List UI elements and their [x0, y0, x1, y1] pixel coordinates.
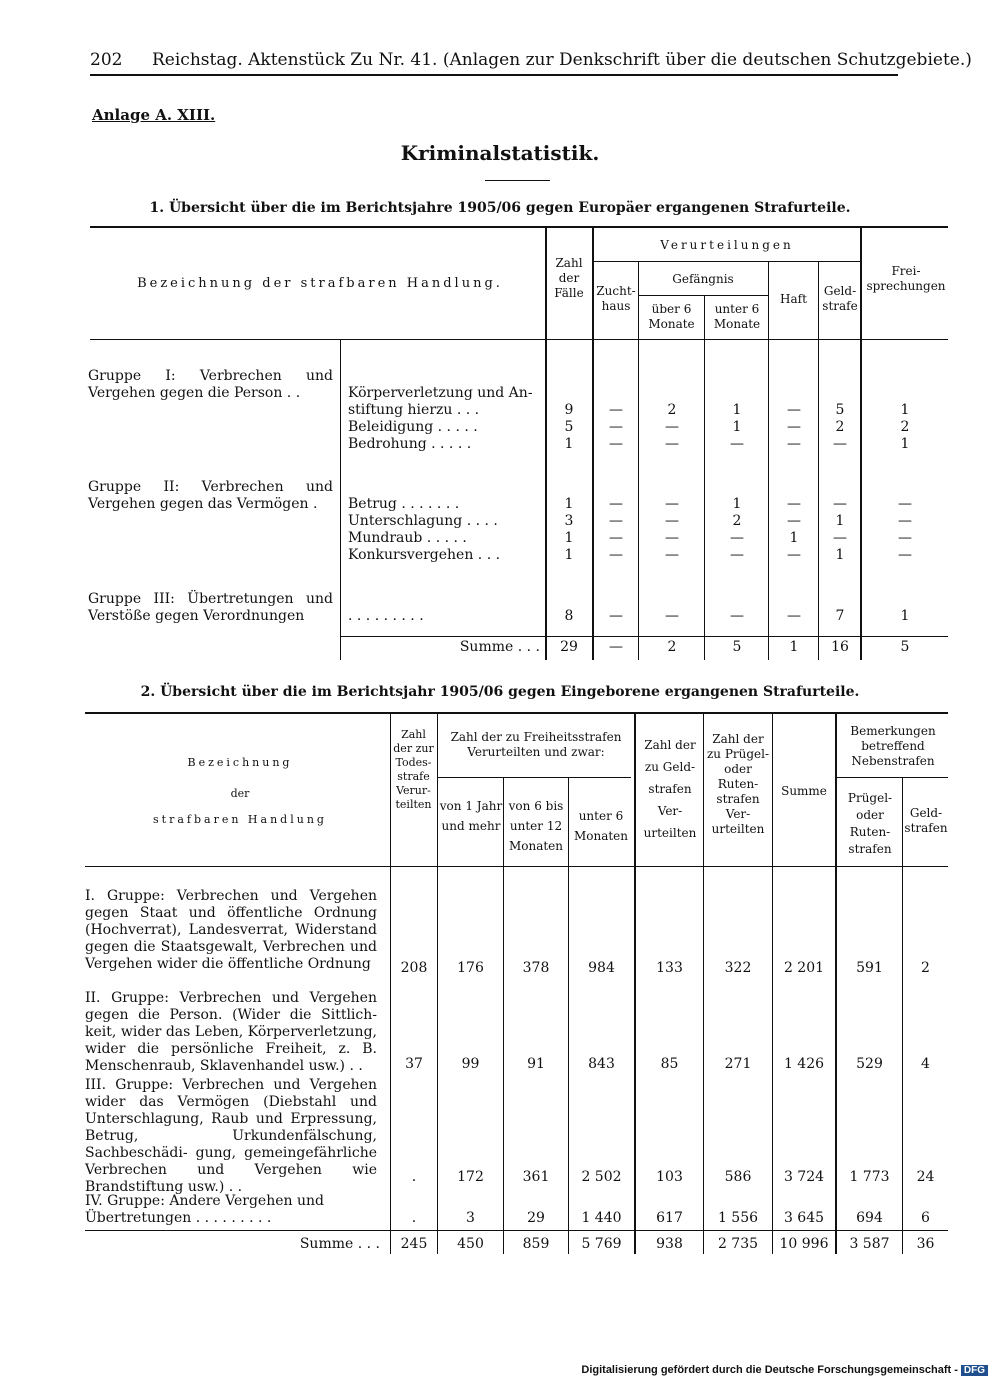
t1-cell: —: [609, 402, 623, 418]
t1-cell: —: [833, 530, 847, 546]
t2-header-bem: Bemerkungen betreffend Nebenstrafen: [850, 724, 936, 768]
t1-cell: —: [787, 436, 801, 452]
t2-row-label: I. Gruppe: Verbrechen und Vergehen gegen Staat und öffentliche Ordnung (Hochverrat), Landesverrat, Widerstand gegen die Staatsgewalt, Verbrechen und Vergehen wider die öffentliche Ordnung: [85, 888, 377, 972]
table1-sum-rule: [340, 636, 948, 637]
table1-vline: [818, 262, 819, 660]
table1-gefaengnis-rule: [638, 295, 768, 296]
t1-cell: —: [609, 530, 623, 546]
t2-row-label: II. Gruppe: Verbrechen und Vergehen gegen die Person. (Wider die Sittlich- keit, wider das Leben, Körperverletzung, wider die persönliche Freiheit, z. B. Menschenraub, Sklavenhandel usw.) . .: [85, 990, 377, 1074]
footer: [581, 1364, 988, 1376]
t1-cell: 2: [732, 513, 742, 529]
t1-header-frei: Frei- sprechungen: [866, 264, 946, 293]
t1-cell: —: [898, 496, 912, 512]
t1-header-ueber: über 6 Monate: [648, 302, 695, 331]
t1-cell: —: [787, 608, 801, 624]
table1-vline: [638, 262, 639, 660]
t1-cell: —: [730, 530, 744, 546]
t2-header-bez3: strafbaren Handlung: [153, 813, 327, 826]
t2-header-bem-geld: Geld- strafen: [904, 806, 948, 835]
table2-header-rule: [85, 866, 948, 867]
t1-sum-cell: 2: [667, 639, 677, 655]
t2-cell: 378: [522, 960, 550, 976]
t2-cell: 984: [588, 960, 615, 976]
table1-title: 1. Übersicht über die im Berichtsjahre 1905/06 gegen Europäer ergangenen Strafurteile.: [149, 200, 851, 216]
table2-freiheit-rule: [437, 777, 631, 778]
t1-sum-cell: —: [609, 639, 623, 655]
table2-title: 2. Übersicht über die im Berichtsjahr 1905/06 gegen Eingeborene ergangenen Strafurteile.: [140, 684, 860, 700]
t2-cell: 1 440: [581, 1210, 622, 1226]
t1-cell: 2: [900, 419, 910, 435]
t2-cell: .: [411, 1210, 417, 1226]
t1-row-label: Unterschlagung . . . .: [348, 513, 498, 529]
t2-cell: 843: [588, 1056, 615, 1072]
t1-cell: 3: [564, 513, 574, 529]
title-divider: [485, 180, 550, 181]
t1-cell: 5: [835, 402, 845, 418]
t2-header-jahr: von 1 Jahr und mehr: [439, 799, 503, 833]
table2-sum-rule: [85, 1230, 948, 1231]
t1-cell: 1: [789, 530, 799, 546]
t1-cell: 1: [732, 402, 742, 418]
t2-cell: 99: [461, 1056, 480, 1072]
t1-cell: —: [730, 436, 744, 452]
t2-cell: 591: [856, 960, 883, 976]
t2-header-unter6: unter 6 Monaten: [573, 809, 629, 843]
t1-group-label: Gruppe III: Übertretungen und Verstöße gegen Verordnungen: [88, 591, 333, 624]
t1-row-label: Betrug . . . . . . .: [348, 496, 460, 512]
t2-cell: 586: [724, 1169, 752, 1185]
t1-cell: 1: [564, 530, 574, 546]
t2-cell: 3 724: [783, 1169, 825, 1185]
t2-cell: 617: [656, 1210, 683, 1226]
page-title: Kriminalstatistik.: [400, 141, 600, 165]
t1-cell: 1: [564, 496, 574, 512]
t1-cell: 1: [564, 436, 574, 452]
t2-sum-cell: 859: [522, 1236, 550, 1252]
t1-header-bezeichnung: Bezeichnung der strafbaren Handlung.: [137, 276, 503, 291]
t2-header-pruegel: Zahl der zu Prügel- oder Ruten- strafen Ver- urteilten: [706, 732, 770, 836]
t2-sum-cell: 10 996: [779, 1236, 829, 1252]
t2-cell: 24: [916, 1169, 935, 1185]
t1-cell: —: [665, 436, 679, 452]
t2-cell: 1 556: [717, 1210, 759, 1226]
t1-cell: 1: [732, 496, 742, 512]
page-header: [90, 50, 972, 70]
dfg-logo: DFG: [961, 1365, 988, 1376]
t1-cell: —: [787, 496, 801, 512]
table1-verurteilungen-rule: [592, 261, 860, 262]
t2-cell: 172: [457, 1169, 484, 1185]
t1-cell: —: [730, 608, 744, 624]
t1-sum-cell: 5: [900, 639, 910, 655]
t2-sum-label: Summe . . .: [299, 1236, 380, 1252]
t1-cell: —: [609, 608, 623, 624]
t2-cell: 4: [921, 1056, 930, 1072]
t1-cell: —: [609, 513, 623, 529]
t1-row-label: Konkursvergehen . . .: [348, 547, 501, 563]
t2-header-bez1: Bezeichnung: [187, 756, 293, 769]
t2-cell: 208: [400, 960, 428, 976]
t1-cell: —: [898, 530, 912, 546]
table2-top-rule: [85, 712, 948, 714]
t1-row-label: . . . . . . . . .: [348, 608, 424, 624]
t1-row-label: Beleidigung . . . . .: [348, 419, 478, 435]
t1-cell: 1: [900, 608, 910, 624]
t1-cell: —: [833, 436, 847, 452]
t1-header-gefaengnis: Gefängnis: [672, 272, 734, 286]
t1-cell: 7: [835, 608, 845, 624]
t1-cell: 1: [900, 402, 910, 418]
t2-header-sechs12: von 6 bis unter 12 Monaten: [508, 799, 564, 853]
t1-header-unter: unter 6 Monate: [713, 302, 761, 331]
t1-cell: 9: [564, 402, 574, 418]
table1-top-rule: [90, 226, 948, 228]
t1-header-zahl: Zahl der Fälle: [554, 256, 584, 300]
t2-row-label: IV. Gruppe: Andere Vergehen und Übertretungen . . . . . . . . .: [85, 1193, 324, 1226]
t1-sum-cell: 5: [732, 639, 742, 655]
t1-sum-cell: 16: [831, 639, 849, 655]
t2-cell: 322: [724, 960, 752, 976]
t1-cell: —: [787, 402, 801, 418]
anlage-label: Anlage A. XIII.: [92, 106, 216, 124]
t1-cell: —: [833, 496, 847, 512]
t1-cell: —: [665, 496, 679, 512]
t2-sum-cell: 245: [400, 1236, 428, 1252]
t1-cell: —: [609, 436, 623, 452]
t1-row-label: Körperverletzung und An- stiftung hierzu . . .: [348, 385, 533, 418]
running-title: Reichstag. Aktenstück Zu Nr. 41. (Anlagen zur Denkschrift über die deutschen Schutzgebiete.): [152, 50, 972, 70]
t2-sum-cell: 2 735: [717, 1236, 759, 1252]
t1-cell: 1: [835, 513, 845, 529]
t1-cell: —: [787, 419, 801, 435]
t1-cell: —: [665, 513, 679, 529]
t1-cell: 2: [835, 419, 845, 435]
t2-cell: 2: [921, 960, 930, 976]
t2-cell: 2 201: [783, 960, 825, 976]
table2-bem-rule: [835, 777, 948, 778]
t2-cell: 3: [466, 1210, 475, 1226]
t2-cell: 85: [660, 1056, 679, 1072]
table1-header-rule: [90, 339, 948, 340]
t1-cell: 1: [732, 419, 742, 435]
t1-cell: —: [609, 547, 623, 563]
header-rule: [90, 74, 898, 76]
t2-header-freiheit: Zahl der zu Freiheitsstrafen Verurteilten und zwar:: [450, 730, 622, 759]
t2-sum-cell: 938: [656, 1236, 683, 1252]
t2-cell: 133: [656, 960, 683, 976]
t1-header-zuchthaus: Zucht- haus: [596, 284, 636, 313]
t2-header-bez2: der: [230, 787, 250, 800]
t2-cell: 1 773: [849, 1169, 890, 1185]
table1-vline: [340, 340, 341, 660]
t2-cell: 6: [921, 1210, 930, 1226]
t1-sum-label: Summe . . .: [459, 639, 540, 655]
t1-cell: —: [730, 547, 744, 563]
t2-sum-cell: 3 587: [849, 1236, 890, 1252]
page-number: 202: [90, 50, 123, 70]
table1-vline: [768, 262, 769, 660]
t2-row-label: III. Gruppe: Verbrechen und Vergehen wider das Vermögen (Diebstahl und Unterschlagung, Raub und Erpressung, Betrug, Urkundenfälschung, Sachbeschädi- gung, gemeingefährliche Verbrechen und Vergehen wie Brandstiftung usw.) . .: [85, 1077, 377, 1195]
footer-text: Digitalisierung gefördert durch die Deutsche Forschungsgemeinschaft -: [581, 1364, 958, 1376]
t1-cell: —: [609, 419, 623, 435]
t2-header-geld: Zahl der zu Geld- strafen Ver- urteilten: [643, 738, 697, 840]
t2-sum-cell: 5 769: [581, 1236, 622, 1252]
t1-cell: —: [898, 513, 912, 529]
t1-row-label: Bedrohung . . . . .: [348, 436, 472, 452]
t2-cell: 361: [522, 1169, 550, 1185]
t1-cell: —: [898, 547, 912, 563]
t1-cell: —: [665, 608, 679, 624]
t2-header-summe: Summe: [781, 784, 827, 798]
t2-cell: 3 645: [783, 1210, 825, 1226]
t1-header-haft: Haft: [780, 292, 807, 306]
t1-cell: —: [665, 419, 679, 435]
t1-sum-cell: 29: [560, 639, 578, 655]
table1-vline: [704, 296, 705, 660]
t2-cell: 2 502: [581, 1169, 622, 1185]
t2-cell: 91: [527, 1056, 545, 1072]
t2-header-bem-pruegel: Prügel- oder Ruten- strafen: [847, 791, 893, 856]
t2-cell: 37: [405, 1056, 423, 1072]
t1-cell: 1: [564, 547, 574, 563]
t1-cell: —: [609, 496, 623, 512]
t1-cell: —: [665, 530, 679, 546]
table1-vline: [545, 228, 547, 660]
t2-cell: 271: [724, 1056, 752, 1072]
t1-group-label: Gruppe I: Verbrechen und Vergehen gegen die Person . .: [88, 368, 333, 401]
t1-cell: —: [665, 547, 679, 563]
t1-header-geldstrafe: Geld- strafe: [822, 284, 858, 313]
t2-cell: 29: [527, 1210, 545, 1226]
t2-cell: .: [411, 1169, 417, 1185]
t2-sum-cell: 36: [916, 1236, 935, 1252]
t1-cell: 2: [667, 402, 677, 418]
t1-group-label: Gruppe II: Verbrechen und Vergehen gegen das Vermögen .: [88, 479, 333, 512]
t2-sum-cell: 450: [457, 1236, 484, 1252]
t1-sum-cell: 1: [789, 639, 799, 655]
t2-cell: 529: [856, 1056, 883, 1072]
t2-cell: 176: [457, 960, 484, 976]
t1-row-label: Mundraub . . . . .: [348, 530, 467, 546]
t1-cell: —: [787, 547, 801, 563]
t2-cell: 694: [856, 1210, 883, 1226]
t2-header-tod: Zahl der zur Todes- strafe Verur- teilten: [393, 728, 434, 811]
t2-cell: 1 426: [783, 1056, 825, 1072]
t1-header-verurteilungen: Verurteilungen: [660, 238, 794, 252]
t1-cell: 8: [564, 608, 574, 624]
t1-cell: 5: [564, 419, 574, 435]
t1-cell: 1: [900, 436, 910, 452]
t1-cell: 1: [835, 547, 845, 563]
t1-cell: —: [787, 513, 801, 529]
t2-cell: 103: [656, 1169, 683, 1185]
